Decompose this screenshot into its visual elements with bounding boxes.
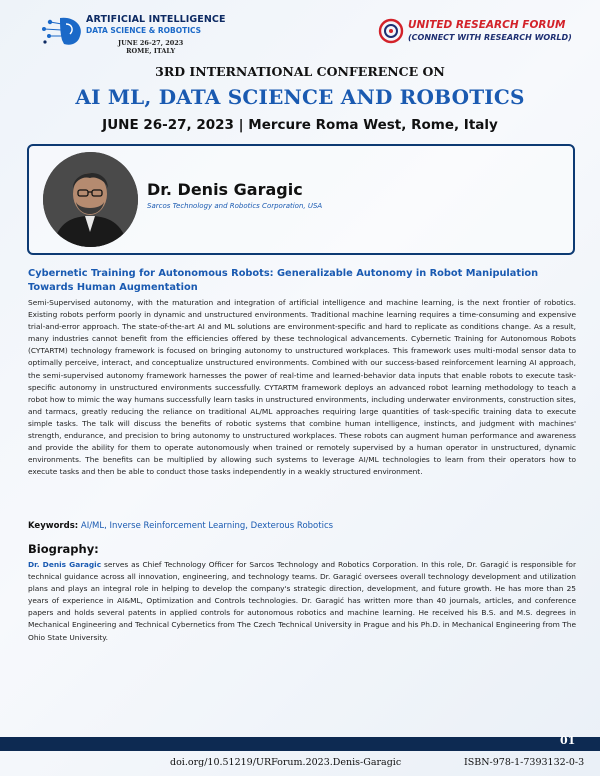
organizer-logo	[378, 16, 588, 50]
biography-speaker-name: Dr. Denis Garagic	[28, 560, 102, 569]
biography-text	[28, 559, 576, 644]
page-number: 01	[560, 734, 576, 747]
conference-subtitle: 3RD INTERNATIONAL CONFERENCE ON	[155, 64, 445, 79]
person-portrait-icon	[43, 152, 138, 247]
conference-title: AI ML, DATA SCIENCE AND ROBOTICS	[75, 85, 525, 109]
globe-icon	[378, 18, 404, 44]
footer-bar	[0, 737, 548, 751]
logo-place: ROME, ITALY	[126, 47, 176, 55]
biography-body: serves as Chief Technology Officer for Sarcos Technology and Robotics Corporation. In this role, Dr. Garagić is responsible for technical guidance across all innovation, engineering, and technology teams. Dr. Garagić oversees overall technology development and utilization plans and plays an integral role in helping to develop the company's strategic direction, development, and future growth. He has more than 25 years of experience in AI&ML, Optimization and Controls technologies. Dr. Garagić has written more than 40 journals, articles, and conference papers and holds several patents in applied controls for autonomous robotics and machine learning. He received his B.S. and M.S. degrees in Mechanical Engineering and Technical Cybernetics from The Czech Technical University in Prague and his Ph.D. in Mechanical Engineering from The Ohio State University.	[28, 560, 576, 642]
logo-date: JUNE 26-27, 2023	[118, 39, 184, 47]
biography-heading: Biography:	[28, 542, 99, 556]
brain-circuit-icon	[40, 14, 84, 48]
speaker-name: Dr. Denis Garagic	[147, 180, 303, 199]
logo-date-place	[118, 39, 183, 55]
abstract-text: Semi-Supervised autonomy, with the maturation and integration of artificial intelligence and machine learning, is the next frontier of robotics. Existing robots perform poorly in dynamic and unstructured environments. Traditional machine learning requires a time-consuming and expensive trial-and-error approach. The state-of-the-art AI and ML solutions are environment-specific and hard to replicate as conditions change. As a result, many industries cannot benefit from the efficiencies offered by these technological advancements. Cybernetic Training for Autonomous Robots (CYTARTM) technology framework is focused on bringing autonomy to unstructured workplaces. This framework uses multi-modal sensor data to optimally perceive, interact, and conceptualize unstructured environments. Combined with our success-based reinforcement learning AI approach, the semi-supervised autonomy framework harnesses the power of real-time and learned-behavior data inputs that enable robots to execute task-specific autonomy in unstructured environments successfully. CYTARTM framework deploys an advanced robot learning methodology to teach a robot how to mimic the way humans successfully learn tasks in unstructured environments, including underwater environments, construction sites, and tarmacs, greatly reducing the reliance on traditional AL/ML approaches requiring large quantities of task-specific training data to execute simple tasks. The talk will discuss the benefits of robotic systems that combine human intelligence, instincts, and judgment with machines' strength, endurance, and precision to bring autonomy to unstructured workplaces. These robots can augment human performance and awareness and provide the ability for them to operate autonomously when trained or remotely supervised by a human operator in unstructured, dynamic environments. The benefits can be multiplied by allowing such systems to leverage AI/ML technologies to learn from their operators how to execute tasks and then be able to conduct those tasks independently in a weakly structured environment.	[28, 298, 576, 477]
keywords-label: Keywords:	[28, 521, 79, 531]
keywords-list: AI/ML, Inverse Reinforcement Learning, Dexterous Robotics	[80, 521, 334, 531]
speaker-affiliation: Sarcos Technology and Robotics Corporation, USA	[147, 202, 323, 210]
organizer-tagline: (CONNECT WITH RESEARCH WORLD)	[408, 33, 572, 42]
speaker-photo	[43, 152, 138, 247]
conference-date-venue: JUNE 26-27, 2023 | Mercure Roma West, Rome, Italy	[102, 117, 498, 133]
logo-title: ARTIFICIAL INTELLIGENCE	[86, 14, 226, 25]
doi-reference: doi.org/10.51219/URForum.2023.Denis-Garagic	[170, 757, 402, 768]
conference-logo	[40, 12, 226, 60]
talk-title: Cybernetic Training for Autonomous Robots: Generalizable Autonomy in Robot Manipulation Towards Human Augmentation	[28, 268, 539, 293]
keywords	[28, 521, 333, 531]
logo-subtitle: DATA SCIENCE & ROBOTICS	[86, 26, 202, 35]
organizer-name: UNITED RESEARCH FORUM	[408, 19, 566, 31]
isbn-number: ISBN-978-1-7393132-0-3	[464, 757, 585, 768]
